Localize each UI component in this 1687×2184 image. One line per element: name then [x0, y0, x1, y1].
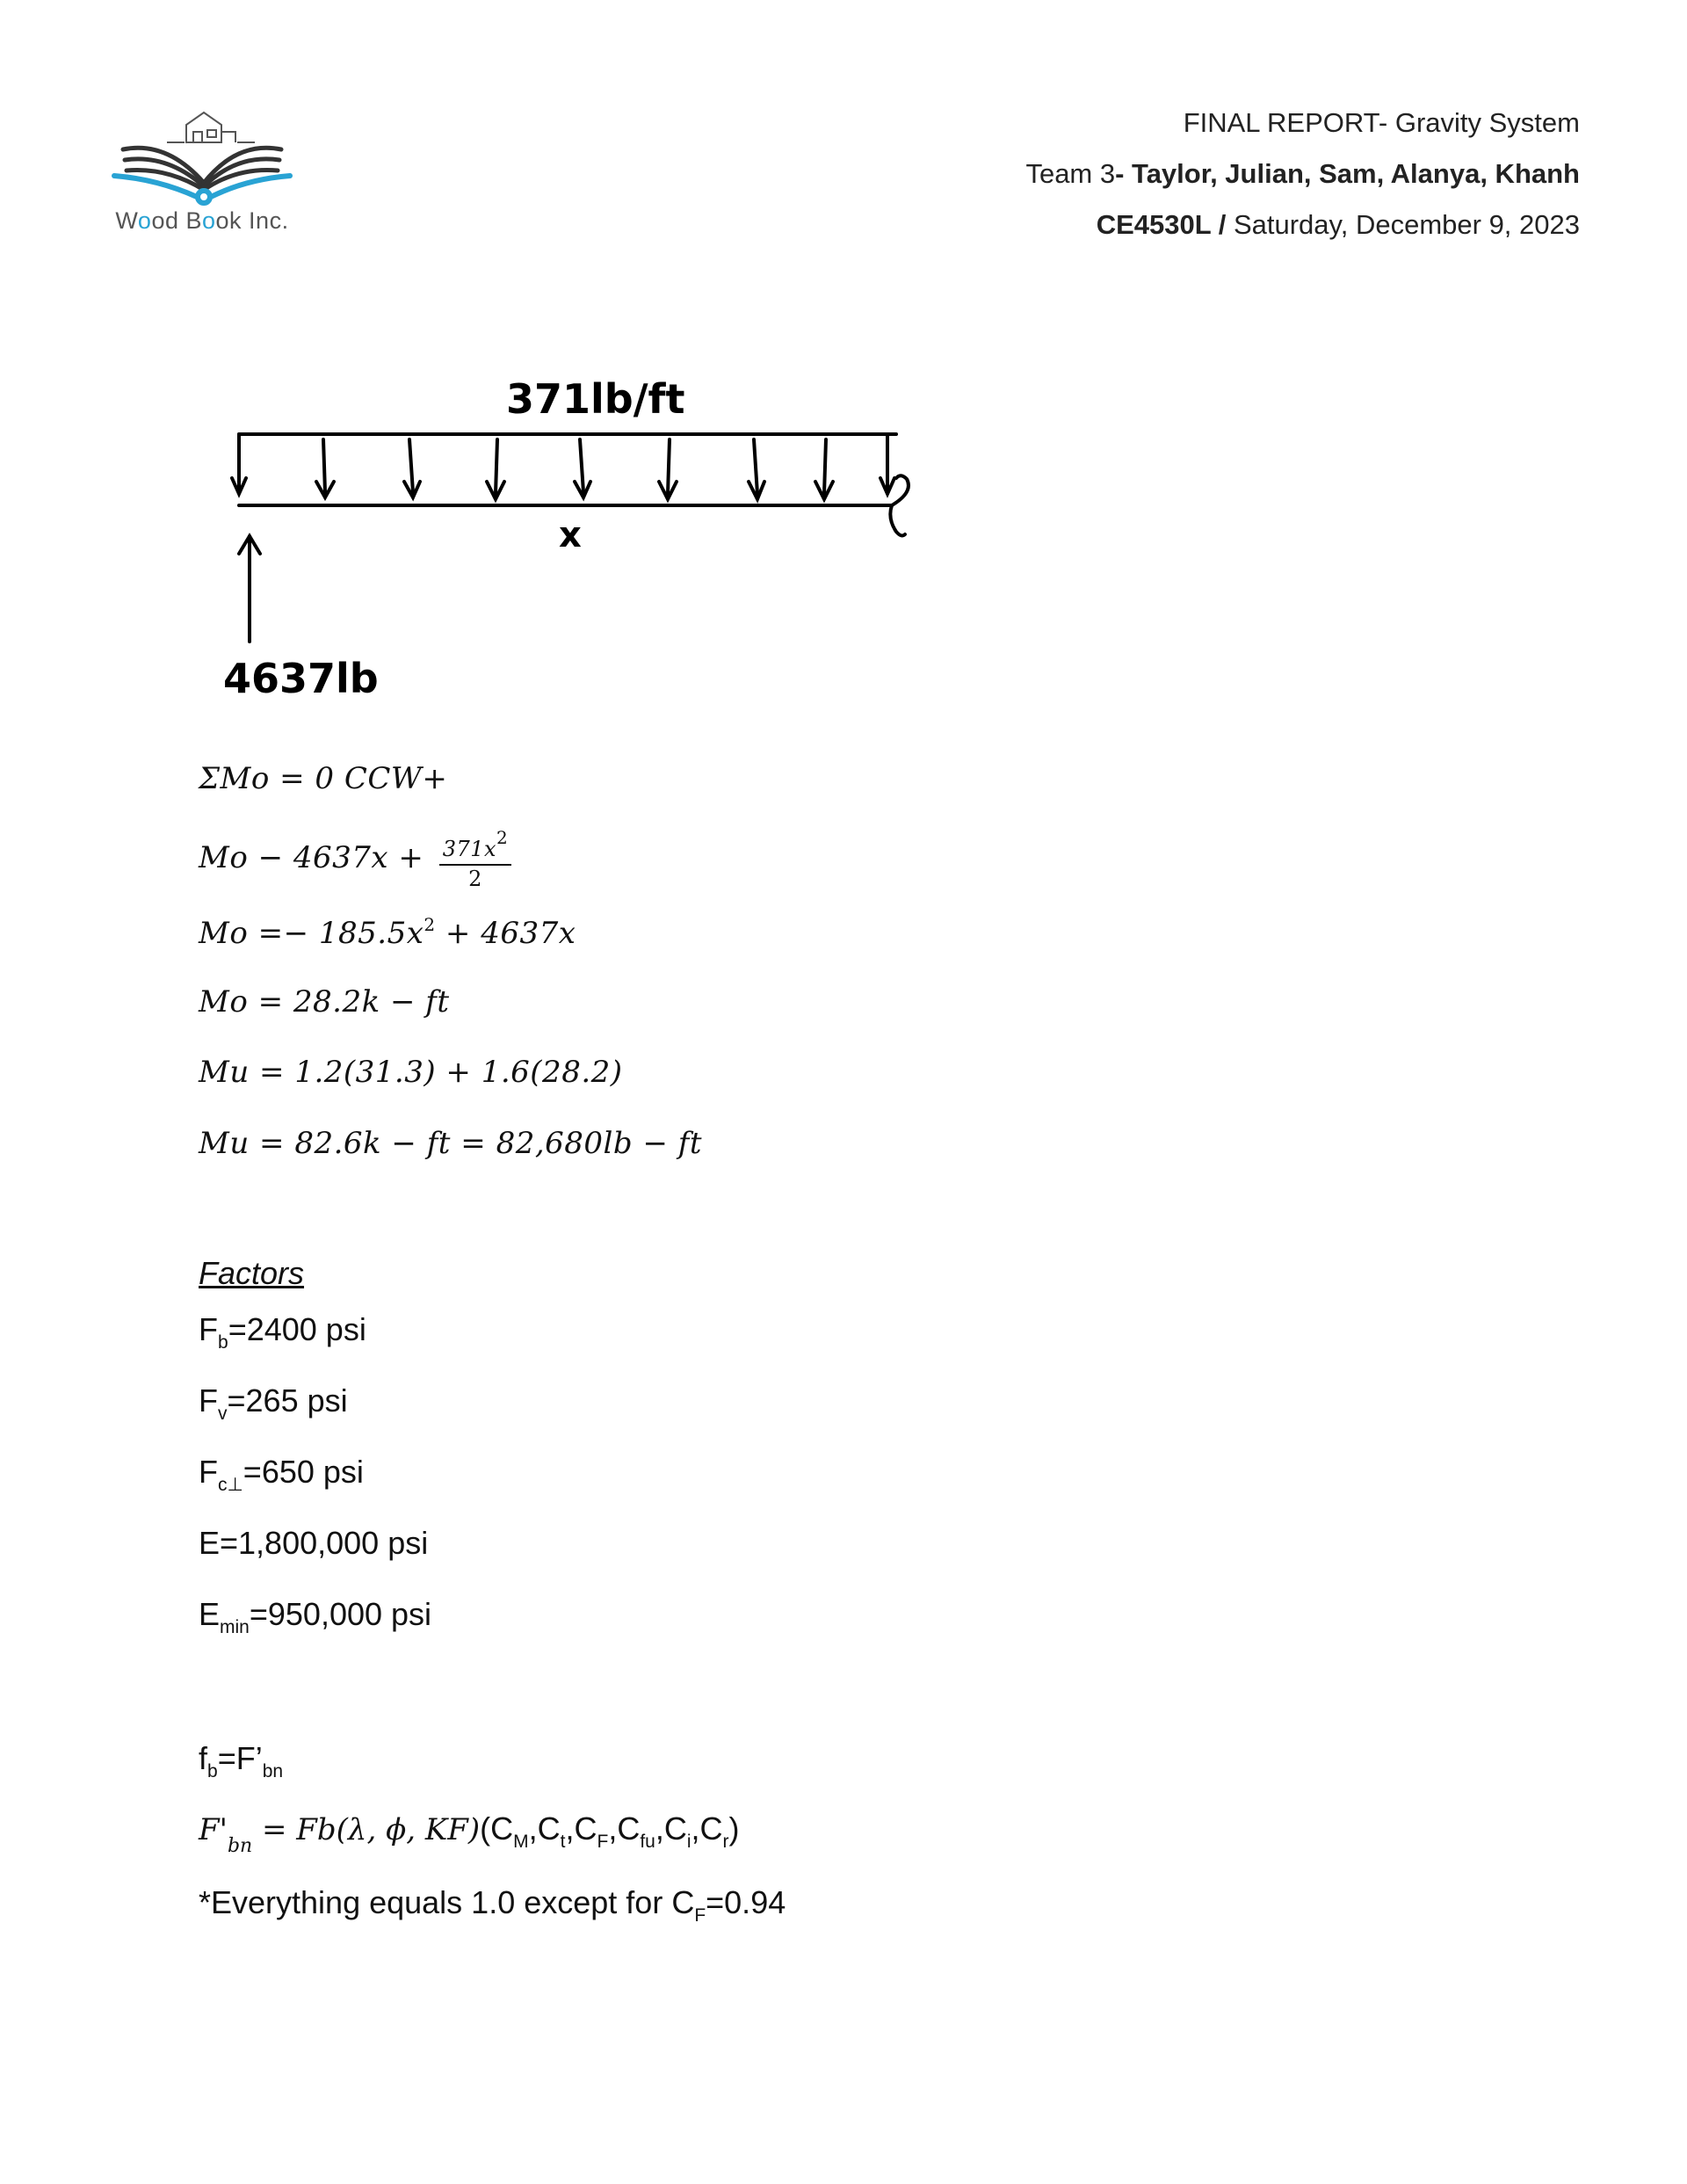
- subscript: bn: [227, 1835, 253, 1857]
- equation-moment-value: Mo = 28.2k − ft: [199, 984, 450, 1019]
- factor-symbol: ,C: [565, 1810, 597, 1847]
- symbol: E: [199, 1596, 221, 1632]
- company-logo: [105, 105, 299, 246]
- reaction-label: 4637lb: [223, 655, 379, 702]
- value: =2400 psi: [228, 1311, 366, 1347]
- team-line: [1025, 158, 1580, 190]
- numerator-exponent: 2: [496, 827, 509, 848]
- equation-part: + 4637x: [435, 916, 576, 951]
- load-arrow: [815, 439, 833, 499]
- subscript: bn: [262, 1761, 284, 1781]
- fraction-numerator: [439, 828, 512, 866]
- factor-symbol: (C: [480, 1810, 514, 1847]
- subscript: F: [597, 1832, 609, 1852]
- load-arrow: [232, 434, 246, 494]
- adjusted-bending-equation: [199, 1810, 740, 1857]
- exponent: 2: [424, 914, 436, 935]
- load-arrow: [659, 439, 677, 499]
- factor-fc-perp: [199, 1454, 364, 1496]
- load-arrow: [316, 439, 334, 497]
- symbol: =F’: [217, 1740, 263, 1776]
- subscript: min: [220, 1617, 250, 1637]
- load-arrow: [404, 439, 420, 497]
- factor-symbol: ,C: [528, 1810, 561, 1847]
- load-arrow: [575, 439, 590, 497]
- equation-sum-moments: ΣMo = 0 CCW+: [199, 761, 448, 796]
- factor-fb: [199, 1311, 366, 1353]
- report-title: FINAL REPORT- Gravity System: [1183, 107, 1580, 138]
- note-text: =0.94: [706, 1884, 786, 1920]
- open-book-house-icon: [105, 105, 299, 207]
- reaction-arrow: [239, 536, 260, 642]
- beam-free-body-diagram: [211, 369, 967, 712]
- factor-symbol: ,C: [655, 1810, 687, 1847]
- course-date-line: [1097, 209, 1580, 241]
- course-code: CE4530L /: [1096, 209, 1227, 240]
- factors-heading: Factors: [199, 1255, 305, 1291]
- factor-emin: [199, 1596, 431, 1638]
- factor-symbol: ): [728, 1810, 740, 1847]
- symbol: F: [199, 1311, 218, 1347]
- value: =950,000 psi: [249, 1596, 432, 1632]
- equation-factored-moment: Mu = 1.2(31.3) + 1.6(28.2): [199, 1055, 623, 1090]
- subscript: v: [218, 1404, 228, 1424]
- load-arrow: [880, 434, 894, 494]
- fraction-denominator: 2: [468, 866, 482, 891]
- team-label: Team 3: [1025, 158, 1116, 189]
- subscript: b: [207, 1761, 218, 1781]
- equation-part: Mo =− 185.5x: [199, 916, 424, 951]
- subscript: c⊥: [218, 1475, 243, 1495]
- subscript: r: [722, 1832, 729, 1852]
- subscript: fu: [640, 1832, 655, 1852]
- load-arrow: [749, 439, 764, 499]
- report-date: Saturday, December 9, 2023: [1226, 209, 1580, 240]
- equation-moment-left: Mo − 4637x +: [199, 840, 424, 876]
- subscript: F: [694, 1905, 706, 1926]
- symbol: f: [199, 1740, 208, 1776]
- factor-fv: [199, 1382, 348, 1425]
- company-name: Wood Book Inc.: [115, 207, 289, 234]
- subscript: b: [218, 1332, 228, 1353]
- factor-e: E=1,800,000 psi: [199, 1525, 429, 1561]
- subscript: i: [686, 1832, 691, 1852]
- symbol: F': [199, 1812, 228, 1847]
- distributed-load-label: 371lb/ft: [506, 375, 685, 423]
- value: =650 psi: [243, 1454, 364, 1490]
- factor-note: [199, 1884, 786, 1926]
- team-members: - Taylor, Julian, Sam, Alanya, Khanh: [1115, 158, 1580, 189]
- note-text: *Everything equals 1.0 except for C: [199, 1884, 695, 1920]
- symbol: F: [199, 1382, 218, 1419]
- equation-moment-expression: [199, 828, 511, 891]
- fraction: [439, 828, 512, 891]
- load-arrow: [487, 439, 504, 499]
- factor-symbol: ,C: [691, 1810, 723, 1847]
- equation-factored-moment-result: Mu = 82.6k − ft = 82,680lb − ft: [199, 1126, 703, 1161]
- symbol: F: [199, 1454, 218, 1490]
- value: =265 psi: [227, 1382, 348, 1419]
- design-equality: [199, 1740, 283, 1782]
- position-marker-x: x: [559, 515, 582, 555]
- equation-part: = Fb(λ, ϕ, KF): [252, 1812, 481, 1847]
- subscript: t: [560, 1832, 566, 1852]
- equation-moment-simplified: [199, 914, 576, 951]
- numerator-text: 371x: [442, 837, 497, 861]
- factor-symbol: ,C: [608, 1810, 641, 1847]
- subscript: M: [513, 1832, 529, 1852]
